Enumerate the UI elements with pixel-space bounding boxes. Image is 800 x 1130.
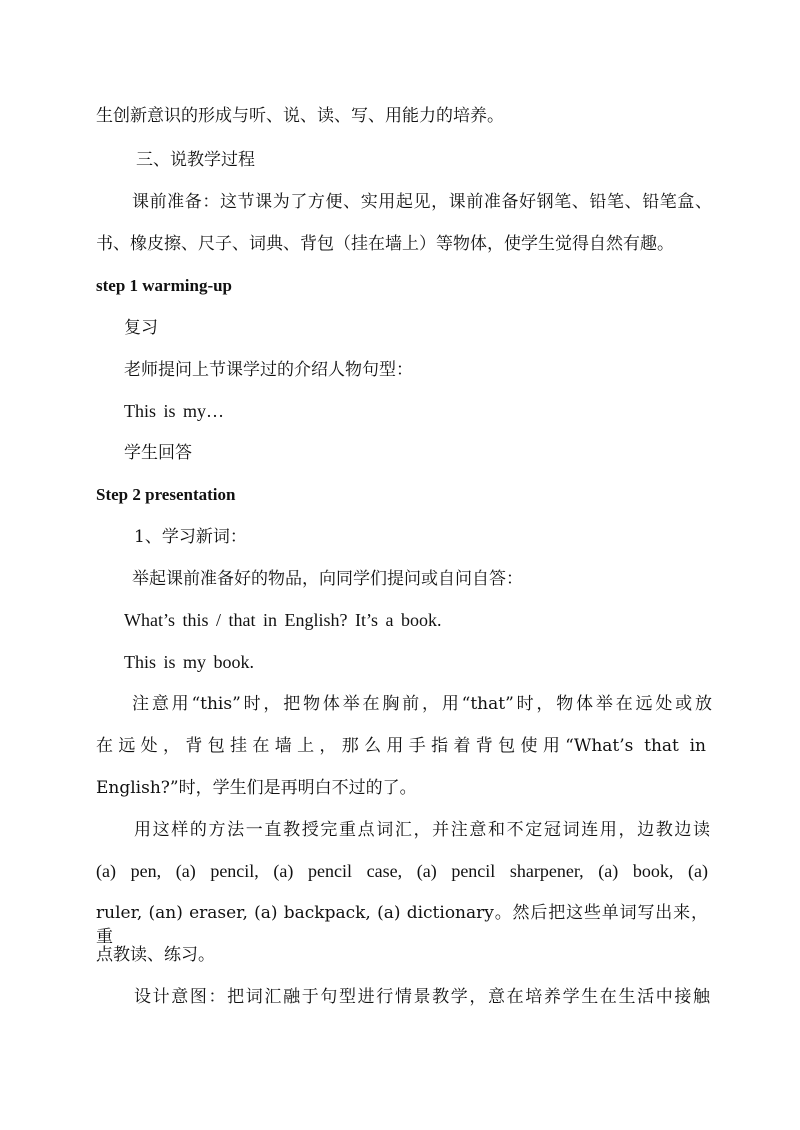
example-sentence: What’s this / that in English? It’s a book. xyxy=(124,610,442,630)
paragraph-line: 学生回答 xyxy=(124,443,192,463)
word-list-line: ruler, (an) eraser, (a) backpack, (a) dictionary。然后把这些单词写出来，重 xyxy=(96,903,708,947)
paragraph-line: 老师提问上节课学过的介绍人物句型： xyxy=(124,360,413,380)
paragraph-line: 复习 xyxy=(124,318,158,338)
paragraph-line: 生创新意识的形成与听、说、读、写、用能力的培养。 xyxy=(96,106,504,126)
paragraph-line: 书、橡皮擦、尺子、词典、背包（挂在墙上）等物体，使学生觉得自然有趣。 xyxy=(96,234,674,254)
paragraph-line: 注意用“this”时，把物体举在胸前，用“that”时，物体举在远处或放 xyxy=(132,694,712,714)
step-heading: Step 2 presentation xyxy=(96,485,236,504)
paragraph-line: 在远处，背包挂在墙上，那么用手指着背包使用“What’s that in xyxy=(96,736,706,756)
subsection-heading: 1、学习新词： xyxy=(134,527,247,547)
paragraph-line: 用这样的方法一直教授完重点词汇，并注意和不定冠词连用，边教边读 xyxy=(134,820,710,840)
section-heading: 三、说教学过程 xyxy=(136,150,255,170)
example-sentence: This is my… xyxy=(124,401,225,421)
paragraph-line: 举起课前准备好的物品，向同学们提问或自问自答： xyxy=(132,569,523,589)
paragraph-line: 课前准备：这节课为了方便、实用起见，课前准备好钢笔、铅笔、铅笔盒、 xyxy=(132,192,712,212)
word-list-line: (a) pen, (a) pencil, (a) pencil case, (a) pencil sharpener, (a) book, (a) xyxy=(96,861,708,881)
paragraph-line: English?”时，学生们是再明白不过的了。 xyxy=(96,778,417,798)
example-sentence: This is my book. xyxy=(124,652,255,672)
paragraph-line: 设计意图：把词汇融于句型进行情景教学，意在培养学生在生活中接触 xyxy=(134,987,710,1007)
step-heading: step 1 warming-up xyxy=(96,276,233,295)
paragraph-line: 点教读、练习。 xyxy=(96,945,215,965)
